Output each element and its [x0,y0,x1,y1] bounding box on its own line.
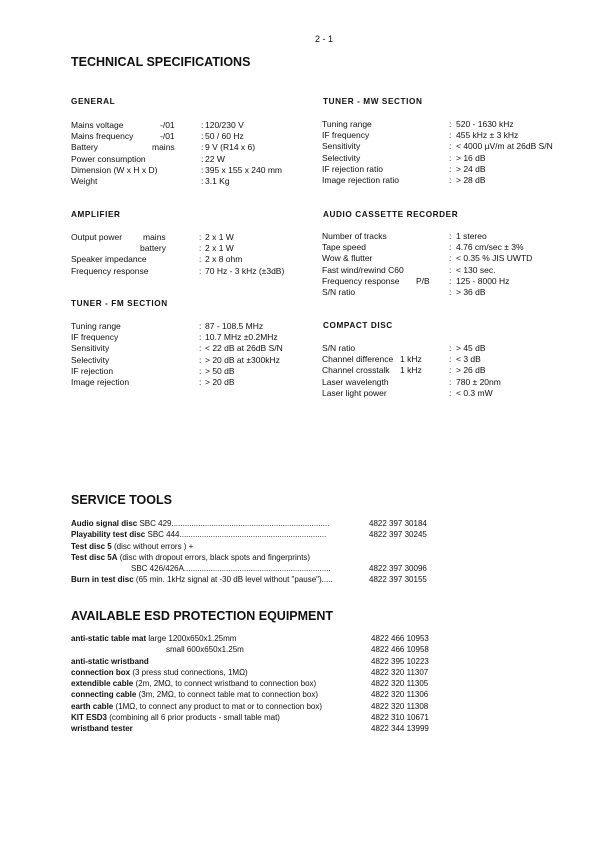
spec-label: Fast wind/rewind C60 [322,264,404,275]
page-title: TECHNICAL SPECIFICATIONS [71,55,251,69]
item-description [71,689,318,700]
list-item [71,656,451,667]
spec-colon: : [201,120,204,130]
spec-label: Frequency response [322,275,400,286]
spec-value: > 36 dB [456,286,486,297]
spec-value: > 28 dB [456,174,486,185]
list-item [71,518,451,529]
esd-equipment-list [71,633,451,735]
spec-value: 22 W [205,153,225,164]
item-description: SBC 426/426A.................................................................. [131,564,331,574]
spec-colon: : [449,343,452,353]
item-detail: (3m, 2MΩ, to connect table mat to connection box) [136,690,318,700]
spec-label: Tuning range [71,321,121,331]
spec-value: 520 - 1630 kHz [456,119,514,129]
spec-label: IF rejection [71,365,114,376]
spec-label: Tape speed [322,242,366,253]
spec-value: 4.76 cm/sec ± 3% [456,242,524,253]
item-detail: large 1200x650x1.25mm [146,634,237,643]
spec-qualifier: mains [152,142,175,153]
spec-label: Battery [71,142,98,153]
spec-colon: : [449,119,452,129]
part-number: 4822 320 11308 [371,701,429,711]
service-tools-list [71,518,451,586]
spec-colon: : [449,286,452,297]
spec-value: < 4000 µV/m at 26dB S/N [456,141,553,152]
part-number: 4822 466 10958 [371,645,429,655]
spec-colon: : [449,253,452,264]
spec-colon: : [199,343,202,354]
spec-label: Dimension (W x H x D) [71,164,158,175]
spec-value: < 3 dB [456,354,481,365]
item-detail: (disc without errors ) + [111,541,194,551]
spec-label: IF frequency [71,332,119,343]
spec-colon: : [199,376,202,387]
spec-label: Output power [71,232,123,242]
spec-qualifier: 1 kHz [400,365,422,376]
spec-value: 455 kHz ± 3 kHz [456,130,519,141]
part-number: 4822 320 11305 [371,679,429,689]
spec-label: Sensitivity [322,141,361,152]
spec-label: Image rejection ratio [322,174,400,185]
item-description [71,529,326,540]
spec-qualifier: 1 kHz [400,354,422,365]
list-item [71,574,451,585]
spec-label: S/N ratio [322,343,356,353]
spec-label: Speaker impedance [71,254,147,265]
service-tools-heading: SERVICE TOOLS [71,493,172,507]
spec-colon: : [199,354,202,365]
spec-value: < 130 sec. [456,264,496,275]
item-description [71,678,316,689]
spec-value: 1 stereo [456,231,487,241]
spec-colon: : [199,265,202,276]
spec-label: IF rejection ratio [322,163,383,174]
spec-value: > 45 dB [456,343,486,353]
item-name: extendible cable [71,679,134,689]
spec-colon: : [201,164,204,175]
item-description [71,667,248,678]
page-number: 2 - 1 [315,34,334,44]
list-item [71,678,451,689]
spec-value: > 20 dB [205,376,235,387]
item-name: Test disc 5A [71,552,118,562]
item-name: earth cable [71,701,114,711]
spec-label: Wow & flutter [322,253,373,264]
spec-label: Frequency response [71,265,149,276]
spec-value: 125 - 8000 Hz [456,275,510,286]
spec-label: Selectivity [322,152,361,163]
part-number: 4822 344 13999 [371,724,429,734]
list-item [71,701,451,712]
item-description [71,518,329,529]
list-item [71,689,451,700]
part-number: 4822 397 30096 [369,564,427,574]
part-number: 4822 310 10671 [371,713,429,723]
item-name: connecting cable [71,690,137,700]
spec-value: 395 x 155 x 240 mm [205,164,283,175]
part-number: 4822 320 11306 [371,690,429,700]
item-detail: (3 press stud connections, 1MΩ) [130,667,248,677]
spec-colon: : [449,376,452,387]
spec-value: 10.7 MHz ±0.2MHz [205,332,278,343]
spec-colon: : [449,242,452,253]
spec-value: 2 x 1 W [205,243,234,254]
spec-label: Laser light power [322,387,387,398]
item-detail: (combining all 6 prior products - small table mat) [107,713,280,723]
spec-value: 780 ± 20nm [456,376,501,387]
tuner-fm-heading: TUNER - FM SECTION [71,299,168,308]
spec-colon: : [449,152,452,163]
spec-value: 2 x 1 W [205,232,234,242]
spec-label: S/N ratio [322,286,356,297]
spec-colon: : [449,354,452,365]
spec-qualifier: P/B [416,275,430,286]
spec-colon: : [201,142,204,153]
spec-label: Mains frequency [71,131,134,142]
spec-colon: : [199,254,202,265]
spec-colon: : [201,153,204,164]
spec-value: 50 / 60 Hz [205,131,244,142]
spec-colon: : [449,163,452,174]
item-name: KIT ESD3 [71,713,108,723]
item-name: Burn in test disc [71,575,134,585]
spec-colon: : [449,141,452,152]
item-name: Test disc 5 [71,541,112,551]
spec-value: 3.1 Kg [205,175,230,186]
item-name: Playability test disc [71,530,146,540]
item-description [71,723,133,734]
spec-value: > 24 dB [456,163,486,174]
spec-value: 87 - 108.5 MHz [205,321,264,331]
esd-heading: AVAILABLE ESD PROTECTION EQUIPMENT [71,609,334,623]
item-detail: SBC 429....................................................................... [137,519,330,528]
item-description [71,574,333,585]
spec-label: Number of tracks [322,231,387,241]
item-name: Audio signal disc [71,519,138,528]
spec-colon: : [449,231,452,241]
list-item [71,552,451,563]
compact-disc-heading: COMPACT DISC [323,321,393,330]
spec-label: Channel difference [322,354,394,365]
spec-label: IF frequency [322,130,370,141]
spec-qualifier: battery [140,243,166,254]
spec-value: > 26 dB [456,365,486,376]
spec-colon: : [199,243,202,254]
tuner-mw-heading: TUNER - MW SECTION [323,97,423,106]
part-number: 4822 320 11307 [371,667,429,677]
spec-value: < 0.35 % JIS UWTD [456,253,533,264]
item-name: anti-static wristband [71,656,149,666]
spec-value: 120/230 V [205,120,244,130]
spec-colon: : [449,174,452,185]
part-number: 4822 397 30155 [369,575,427,585]
item-description [71,633,236,644]
part-number: 4822 397 30184 [369,519,427,528]
item-name: connection box [71,667,131,677]
part-number: 4822 466 10953 [371,634,429,643]
spec-value: < 22 dB at 26dB S/N [205,343,283,354]
item-name: anti-static table mat [71,634,147,643]
item-detail: (disc with dropout errors, black spots and fingerprints) [117,552,311,562]
spec-label: Image rejection [71,376,130,387]
amplifier-heading: AMPLIFIER [71,210,121,219]
spec-qualifier: -/01 [160,120,175,130]
item-description [71,553,310,562]
spec-qualifier: mains [143,232,166,242]
list-item [71,712,451,723]
spec-colon: : [449,264,452,275]
item-description [71,542,193,551]
spec-colon: : [201,175,204,186]
list-item [71,541,451,552]
spec-value: > 50 dB [205,365,235,376]
item-detail: (2m, 2MΩ, to connect wristband to connection box) [133,679,317,689]
item-description [71,712,280,723]
spec-label: Channel crosstalk [322,365,390,376]
spec-colon: : [449,387,452,398]
item-description [71,701,322,712]
spec-colon: : [199,332,202,343]
spec-value: < 0.3 mW [456,387,493,398]
spec-label: Tuning range [322,119,372,129]
item-name: wristband tester [71,724,133,734]
spec-value: 2 x 8 ohm [205,254,243,265]
list-item [71,644,451,655]
list-item [71,633,451,644]
spec-value: 70 Hz - 3 kHz (±3dB) [205,265,285,276]
cassette-heading: AUDIO CASSETTE RECORDER [323,210,459,219]
spec-value: 9 V (R14 x 6) [205,142,256,153]
spec-colon: : [199,365,202,376]
spec-colon: : [449,130,452,141]
general-heading: GENERAL [71,97,116,106]
spec-value: > 16 dB [456,152,486,163]
part-number: 4822 395 10223 [371,656,429,666]
item-description [71,656,149,667]
list-item [71,667,451,678]
spec-value: > 20 dB at ±300kHz [205,354,280,365]
spec-label: Power consumption [71,153,146,164]
item-detail: SBC 444.................................................................. [145,530,327,540]
list-item [71,529,451,540]
item-detail: (65 min. 1kHz signal at -30 dB level without "pause")..... [133,575,333,585]
item-detail: (1MΩ, to connect any product to mat or to connection box) [113,701,323,711]
spec-colon: : [449,275,452,286]
spec-label: Weight [71,175,98,186]
list-item [71,723,451,734]
spec-label: Sensitivity [71,343,110,354]
spec-label: Mains voltage [71,120,124,130]
spec-colon: : [449,365,452,376]
spec-colon: : [199,232,202,242]
spec-label: Laser wavelength [322,376,389,387]
item-description: small 600x650x1.25m [166,645,244,655]
spec-qualifier: -/01 [160,131,175,142]
spec-colon: : [201,131,204,142]
part-number: 4822 397 30245 [369,530,427,540]
spec-label: Selectivity [71,354,110,365]
list-item [71,563,451,574]
spec-colon: : [199,321,202,331]
